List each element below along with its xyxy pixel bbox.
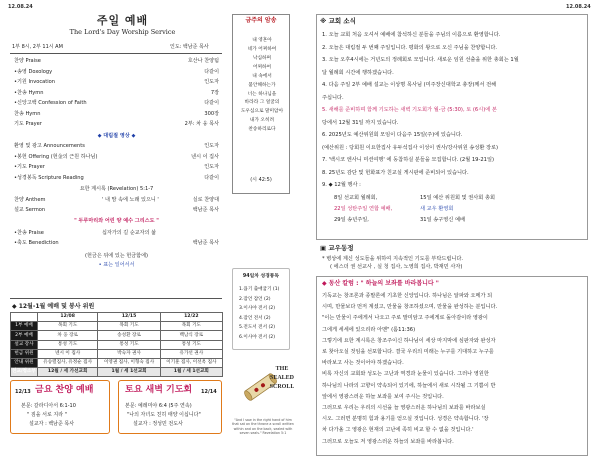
schedule-row: [11, 340, 223, 349]
memory-verse-line: 내 영혼아: [252, 38, 272, 43]
date-right: 12.08.24: [566, 4, 591, 10]
divider: [10, 298, 222, 299]
schedule-cell: 이기훈 집사, 이선옥 집사: [160, 358, 222, 367]
schedule-cell: 헌금 위원: [11, 349, 38, 358]
friday-box: [10, 380, 110, 434]
news-item: (예산위원 : 당회원 이요한집사 유두석집사 이성이 권사/강사위원 송성환 장로): [322, 144, 499, 151]
schedule-cell: 친교/청소부: [11, 368, 38, 377]
devotion-line: 그러므로 우리는 우리의 시선을 늘 영광스러운 하나님의 보좌를 바라보실: [322, 405, 486, 411]
service-leader: 인도: 백남준 목사: [170, 44, 209, 50]
friday-text-1: 본문: 갈라디아서 6:1-10: [21, 403, 76, 409]
schedule-row: [11, 368, 223, 377]
order-l-text: •축도 Benediction: [14, 240, 59, 246]
devotion-line: 하나님의 나라의 고향이 약속되어 있기에, 하늘에서 새로 시작될 그 기쁨이 반: [322, 382, 496, 389]
order-l-text: •봉헌 Offering (헌金의 근원 하나님): [14, 153, 98, 160]
schedule-table: [10, 312, 223, 377]
news-item: 5. 새해를 준비하며 함께 기도하는 새벽 기도회가 월-금 (5:30), 토 (6시)에 본: [322, 107, 497, 113]
order-m-text: 십자가의 길 순교자의 삶: [102, 229, 157, 236]
saturday-preacher: 설교자 : 정성민 전도사: [133, 421, 183, 427]
schedule-cell: 넨시 이 집사: [37, 349, 98, 358]
divider: [10, 53, 222, 54]
order-r-text: 인도자: [204, 164, 219, 170]
saturday-box: [118, 380, 222, 434]
event-right: 31일 송구영신 예배: [420, 216, 465, 223]
order-l-text: 기도 Prayer: [14, 121, 42, 127]
saturday-text-1: 본문: 예레미야 6:4 (5주 연속): [125, 403, 192, 409]
event-left: 22일 성탄주일 연합 예배,: [334, 205, 393, 212]
prayer-text: * 병상에 계신 성도들을 위하여 지속적인 기도를 부탁드립니다.: [322, 256, 464, 262]
devotion-line: 시며, 만물보다 먼저 계셨고, 만물을 창조하셨으며, 만물을 완성하는 분입니다.: [322, 304, 498, 311]
schedule-cell: 박숙자 권사: [98, 349, 160, 358]
friday-date: 12/13: [15, 389, 31, 395]
sealed-scroll-image: [244, 360, 294, 412]
schedule-cell: 이영권 집사, 이형숙 집사: [98, 358, 160, 367]
order-r-text: 다같이: [204, 68, 219, 75]
order-m-text: ' 내 맘 속에 노래 있으니 ': [102, 196, 159, 203]
scroll-label-1: THE: [275, 366, 289, 372]
order-r-text: 인도자: [204, 79, 219, 85]
bible-reading-title: 94일차 성경통독: [242, 274, 280, 279]
schedule-cell: 통성 기도: [98, 340, 160, 349]
word-header: ◆ 대림절 영상 ◆: [97, 132, 136, 139]
service-time: 1부 8시, 2부 11시 AM: [12, 44, 63, 50]
devotion-line: 기독교는 창조론과 종말론에 기초한 신앙입니다. 하나님은 알파와 오메가 되: [322, 293, 493, 299]
bible-reading-box: [232, 268, 290, 350]
schedule-cell: 목회 기도: [98, 322, 160, 331]
friday-text-2: " 짐을 서로 지라 ": [27, 412, 67, 418]
schedule-header: 12/08: [37, 313, 98, 322]
news-item: 당에서 12월 31일 까지 있습니다.: [322, 119, 399, 126]
schedule-cell: 통성 기도: [37, 340, 98, 349]
news-item: 6. 2025년도 예산위원회 모임이 다음주 15일(주)에 있습니다.: [322, 132, 463, 138]
news-item: 1. 오늘 교회 처음 오셔서 예배에 참석하신 분들을 주님의 이름으로 환영합니다.: [322, 32, 501, 38]
schedule-cell: 유승렬집사, 유정순 집사: [37, 358, 98, 367]
order-r-text: 실로 찬양대: [192, 196, 219, 203]
event-left: 8일 선교회 월례회,: [334, 194, 378, 201]
schedule-cell: 12월 / 세 가선교회: [37, 368, 98, 377]
sermon-title: " 두루마리와 어린 양 예수 그리스도 ": [74, 217, 159, 224]
order-r-text: 백남준 목사: [192, 207, 219, 213]
scripture-reference: 요한 계시록 (Revelation) 5:1-7: [79, 186, 154, 192]
prayer-header: ▣ 교우동정: [320, 244, 354, 252]
news-item: 9. ◆ 12월 행사 :: [322, 182, 361, 188]
saturday-text-2: "나의 자녀도 친히 태양 이십니다": [127, 412, 201, 418]
news-item: 주십니다.: [322, 94, 344, 101]
saturday-date: 12/14: [201, 389, 217, 395]
news-item: 4. 다음 주일 2부 예배 설교는 이상명 목사님 (미주장신대학교 총장)께서 전해: [322, 82, 497, 88]
scroll-caption: "And I saw in the right hand of him that sat on the throne a scroll written within and on the back, sealed with seven seals." Revelation 5:1: [232, 418, 294, 435]
devotion-line: 앞에서 영광스러운 하늘 보좌를 보여 주시는 것입니다.: [322, 393, 444, 400]
order-r-text: 백남준 목사: [192, 240, 219, 246]
devotion-line: 바라보고 사는 것이어야 하겠습니다.: [322, 360, 404, 367]
date-left: 12.08.24: [8, 4, 33, 10]
memory-verse-box: [232, 14, 290, 194]
schedule-cell: 1월 / 세 1선교회: [160, 368, 222, 377]
memory-verse-line: 도우심으로 말미암아: [240, 109, 284, 115]
schedule-cell: 차 웅 장로: [37, 331, 98, 340]
event-left: 29일 송년주일,: [334, 216, 369, 223]
memory-verse-line: 불안해하는가: [248, 82, 276, 88]
schedule-header: [11, 313, 38, 322]
schedule-cell: 설교 강사: [11, 340, 38, 349]
memory-verse-text: [237, 37, 287, 135]
news-item: 2. 오늘은 대림절 두 번째 주일입니다. 평화의 왕으로 오신 주님을 찬양합니다.: [322, 44, 498, 51]
offering-note: (헌금은 뒤에 있는 헌금함에): [85, 252, 148, 259]
bulletin-subtitle: The Lord's Day Worship Service: [69, 28, 176, 36]
order-r-text: 다같이: [204, 174, 219, 181]
memory-verse-line: 네가 어찌하여: [247, 46, 277, 52]
schedule-row: [11, 322, 223, 331]
devotion-line: 시오. 그러면 분명히 힘과 용기를 얻으실 것입니다. 성경은 약속합니다. '장: [322, 416, 489, 423]
event-right: 새 교우 환영회: [420, 205, 454, 212]
standing-note: • 표는 일어서서: [98, 261, 135, 268]
order-l-text: 환영 및 광고 Announcements: [14, 143, 85, 149]
prayer-names: ( 에스더 권 선교사 , 실 청 집사, 노영희 집사, 박재민 사자): [330, 264, 463, 270]
devotion-line: 로 찾아오실 것임을 선포합니다. 결국 우리의 미래는 누구를 기대하고 누구를: [322, 349, 494, 355]
schedule-cell: 유가선 권사: [160, 349, 222, 358]
memory-verse-line: 바라라 그 얼굴의: [244, 100, 280, 106]
schedule-cell: 2부 예배: [11, 331, 38, 340]
schedule-cell: 안내 위원: [11, 358, 38, 367]
order-l-text: •기원 Invocation: [14, 79, 56, 85]
news-item: 3. 오늘 오후4시에는 거년도의 정례회로 모입니다. 새로운 임원 선출을 위한 총회는 1월: [322, 57, 519, 63]
memory-verse-line: 내가 오히려: [249, 118, 275, 124]
church-news-title: ※ 교회 소식: [320, 17, 356, 25]
schedule-row: [11, 331, 223, 340]
schedule-header: 12/15: [98, 313, 160, 322]
devotion-line: 차 다가올 그 영광은 현재의 고난에 족히 비교 할 수 없을 것입니다.': [322, 427, 474, 434]
devotion-title: ◆ 동산 칼럼 : " 하늘의 보좌를 바라봅니다 ": [322, 280, 439, 287]
order-r-text: 2부: 차 웅 목사: [184, 121, 219, 127]
order-l-text: 설교 Sermon: [14, 207, 46, 213]
memory-verse-line: 내 속에서: [252, 73, 272, 79]
schedule-header: 12/22: [160, 313, 222, 322]
order-r-text: 다같이: [204, 100, 219, 106]
news-item: 7. '백시코 엔사니 미션여행' 에 동참하실 분들을 모집합니다. (2월 19-21일): [322, 157, 494, 163]
reading-item: 1.욥기 출애굽기 (1): [239, 287, 280, 292]
scroll-label-3: SCROLL: [269, 384, 294, 390]
memory-verse-line: 찬송하리로다: [248, 127, 276, 133]
order-l-text: •송영 Doxology: [14, 68, 53, 75]
reading-item: 2.잠언 잠언 (2): [239, 296, 271, 302]
friday-preacher: 설교자 : 백남준 목사: [29, 421, 75, 427]
friday-title: 금요 찬양 예배: [35, 385, 94, 395]
bulletin-title: 주일 예배: [96, 14, 149, 27]
order-l-text: 찬양 Praise: [14, 58, 41, 64]
order-r-text: 300장: [204, 110, 219, 117]
order-l-text: •기도 Prayer: [14, 164, 45, 170]
schedule-cell: 목회 기도: [160, 322, 222, 331]
scroll-label-2: SEALED: [269, 375, 294, 381]
devotion-line: 비록 자신의 교회와 성도는 고난과 역경과 눈물이 있습니다. 그러나 영원한: [322, 371, 489, 378]
devotion-line: "이는 만물이 주에게서 나오고 주로 말미암고 주에게로 돌아감이라 영광이: [322, 315, 488, 322]
devotion-line: 그에게 세세에 있으리라 아멘" (롬11:36): [322, 326, 416, 333]
devotion-line: 그러므로 오늘도 저 영광스러운 하늘의 보좌를 바라봅니다.: [322, 438, 454, 445]
order-r-text: 넨시 이 집사: [191, 153, 219, 160]
schedule-cell: 목회 기도: [37, 322, 98, 331]
order-r-text: 인도자: [204, 143, 219, 149]
schedule-cell: 1월 / 세 1선교회: [98, 368, 160, 377]
reading-item: 5.전도서 전서 (2): [239, 325, 275, 330]
schedule-cell: 1부 예배: [11, 322, 38, 331]
saturday-title: 토요 새벽 기도회: [125, 385, 193, 395]
schedule-row: [11, 358, 223, 367]
news-item: 달 월례회 시간에 행하겠습니다.: [322, 69, 394, 76]
reading-item: 6.이사야 전서 (2): [239, 334, 275, 340]
schedule-cell: 송성환 장로: [98, 331, 160, 340]
memory-verse-title: 금주의 암송: [245, 17, 277, 24]
order-l-text: •찬송 Hymn: [14, 89, 44, 96]
memory-verse-line: 너는 하나님을: [247, 91, 277, 97]
memory-verse-line: 어찌하여: [252, 64, 272, 70]
order-r-text: 7장: [210, 89, 219, 96]
schedule-row: [11, 349, 223, 358]
memory-verse-line: 낙심하며: [252, 55, 272, 61]
memory-verse-ref: (시 42:5): [250, 177, 272, 183]
order-r-text: 호산나 찬양팀: [187, 58, 219, 64]
order-l-text: 찬송 Hymn: [14, 110, 41, 117]
schedule-cell: 통성 기도: [160, 340, 222, 349]
order-l-text: •찬송 Praise: [14, 229, 44, 236]
schedule-cell: 백남식 장로: [160, 331, 222, 340]
schedule-title: ◆ 12월-1월 예배 및 봉사 위원: [12, 303, 95, 310]
order-l-text: •성경봉독 Scripture Reading: [14, 174, 84, 181]
news-item: 8. 25년도 감단 및 헌화표가 친교실 게시판에 준비되어 있습니다.: [322, 169, 469, 176]
reading-item: 4.잠언 전서 (2): [239, 315, 271, 321]
devotion-line: 그렇기에 요한 계시록은 창조주이신 하나님이 세상 마지막에 심판자와 완성자: [322, 337, 496, 344]
order-l-text: 찬양 Anthem: [14, 196, 46, 203]
reading-item: 3.이사야 전서 (2): [239, 306, 275, 311]
order-l-text: •신앙고백 Confession of Faith: [14, 100, 87, 106]
event-right: 15일 예산 위원회 및 권사회 총회: [420, 194, 495, 201]
